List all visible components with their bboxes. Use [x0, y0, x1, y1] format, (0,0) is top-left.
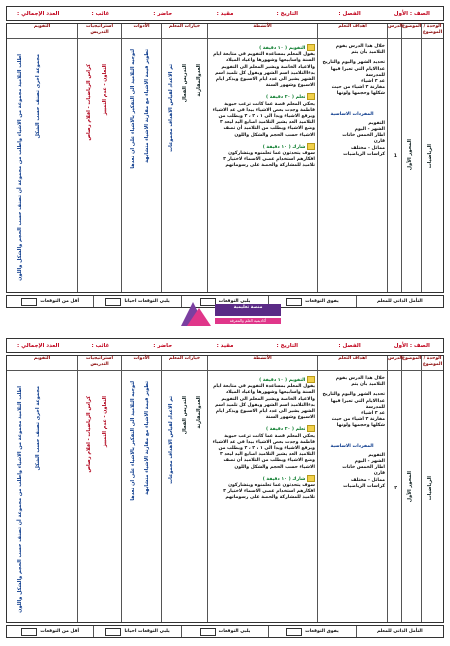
footer-label: يلبي التوقعات احيانا: [124, 299, 170, 304]
footer-meets-sometimes: [93, 296, 180, 307]
tool-text: لتوجيه التلاميذ الى التفكير بالاشياء على ان نعدها: [130, 381, 136, 501]
tools-column: [121, 356, 161, 622]
activity-title-text: التقويم ( ١٠ دقيقة ): [259, 46, 306, 51]
footer-self-eval: [356, 296, 443, 307]
evaluation-header: التقويم: [7, 356, 77, 371]
date-label: التاريخ :: [276, 10, 299, 17]
activity-body: سوف يتحدثون عما تعلمنوه ويتشاركون افكارهم استخدام عصي الاسماء لاختيار ٣ تلاميذ للمشاركة والحصة على رسوماتهم: [223, 151, 315, 169]
footer-meets-sometimes: [93, 626, 180, 637]
footer-below: [7, 296, 93, 307]
unit-vertical: الرياضيات: [427, 144, 433, 169]
evaluation-header: التقويم: [7, 24, 77, 39]
activities-text: [209, 376, 315, 502]
activity-body: سوف يتحدثون عما تعلمنوه ويتشاركون افكارهم استخدام عصي الاسماء لاختيار ٣ تلاميذ للمشاركة والحصة على رسوماتهم: [223, 483, 315, 501]
activity-title-text: تعلم ( ٢٠ دقيقة ): [266, 95, 306, 101]
topic-column: [401, 356, 421, 622]
option-text: كراس الرياضيات - اقلام رصاص: [86, 396, 92, 473]
lesson-header: الدرس: [388, 24, 401, 39]
lesson-number: 1: [393, 154, 397, 159]
learn-icon: [307, 425, 315, 432]
tools-column: [121, 24, 161, 292]
footer-label: يفوق التوقعات: [305, 299, 339, 304]
activity-body: يحكي المعلم قصة عما كانت ترغب حبوبة فاطمة وجدت بعض الاشياء بيدا في عد الاشياء ويرفع الاشياء ويدا الى ١ ، ٢ ، ٣ ويطلب من التلاميذ العد يشير التلاميذ اصابع اليد ليعد ٣ وضع الاشياء ويطلب من التلاميذ أن تصف الاشياء حسب الحجم والشكل واللون: [212, 433, 315, 470]
checkbox[interactable]: [286, 628, 302, 636]
present-label: حاضر :: [153, 10, 173, 17]
lesson-plan-page-1: [6, 6, 444, 311]
objectives-intro: خلال هذا الدرس يقوم التلاميذ بأن يتم: [335, 376, 385, 388]
objectives-text: [319, 44, 385, 158]
activity-body: يقول المعلم بمساعدة التقويم في متابعة ايام السنة واسابيعها وشهورها واعياد الميلاد والاعياد الخاصة ويشير المعلم الى التقويم بدءاالتلاميذ اسم الشهر ويقول كل تلميذ اسم الشهر يشير الى عدد ايام الاسبوع ويذكر ايام الاسبوع وشهور السنة: [213, 52, 315, 89]
footer-label: يلبي التوقعات: [218, 299, 251, 304]
share-icon: [307, 475, 315, 482]
vocab-item: كراسات الرياضيات: [343, 483, 385, 489]
methods-column: [77, 356, 121, 622]
calendar-icon: [307, 44, 315, 51]
objectives-column: [317, 24, 387, 292]
unit-column: [421, 356, 443, 622]
enrolled-label: مقيد :: [216, 342, 234, 349]
learn-icon: [307, 93, 315, 100]
plan-header: [6, 338, 444, 353]
vocab-item: مماثل - مختلف: [351, 477, 385, 483]
objectives-column: [317, 356, 387, 622]
present-label: حاضر :: [153, 342, 173, 349]
objective-item: تحديد الشهر واليوم والتاريخ: [322, 392, 385, 398]
option-text: التعاون - عدم التمييز: [102, 64, 108, 116]
checkbox[interactable]: [105, 298, 121, 306]
absent-label: غائب :: [91, 342, 110, 349]
footer-label: أقل من التوقعات: [40, 629, 80, 634]
semester-label: الفصل :: [338, 342, 361, 349]
evaluation-text: مجموعة اخرى تصنف حسب الشكل: [35, 54, 41, 139]
activities-column: [207, 24, 317, 292]
activity-title-text: شارك ( ١٠ دقيقة ): [262, 476, 306, 482]
footer-label: يلبي التوقعات: [218, 629, 251, 634]
total-label: العدد الإجمالي :: [16, 10, 60, 17]
semester-label: الفصل :: [338, 10, 361, 17]
activities-header: الأنشطة: [208, 356, 317, 371]
lesson-plan-page-2: [6, 338, 444, 640]
objectives-text: [319, 376, 385, 490]
topic-vertical: المحور الأول: [407, 471, 413, 503]
plan-table: [6, 23, 444, 293]
learning-options-column: [161, 356, 207, 622]
logo-line1: منصة تعليمية: [233, 305, 263, 310]
topic-header: الموضوع: [402, 356, 421, 371]
footer-meets: [181, 626, 268, 637]
total-label: العدد الإجمالي :: [16, 342, 60, 349]
objective-item: مقارنة ٣ اشياء من حيث شكلها وحجمها ولونها: [331, 417, 385, 429]
enrolled-label: مقيد :: [216, 10, 234, 17]
class-label: الصف : الأول: [393, 10, 430, 17]
share-icon: [307, 143, 315, 150]
tool-text: تطوير قيمة الاشياء مع مقارنة الاشياء متشابهة: [144, 49, 150, 163]
topic-vertical: المحور الأول: [407, 139, 413, 171]
tool-text: تطوير قيمة الاشياء مع مقارنة الاشياء متشابهة: [144, 381, 150, 495]
activity-title-text: شارك ( ١٠ دقيقة ): [262, 144, 306, 150]
method-text: العدوالمقارنة: [196, 64, 202, 97]
objective-item: تحديد الشهر واليوم والتاريخ: [322, 60, 385, 66]
activity-title: [209, 376, 315, 384]
platform-logo: [175, 296, 285, 330]
date-label: التاريخ :: [276, 342, 299, 349]
footer-label: أقل من التوقعات: [40, 299, 80, 304]
objective-item: عد ٣ اشياء: [361, 79, 385, 85]
evaluation-text: اطلب التلاميذ مجموعة من الاشياء واطلب من مجموعة أن تصنف حسب الحجم والشكل واللون: [17, 54, 23, 281]
activity-title: [209, 93, 315, 101]
objectives-intro: خلال هذا الدرس يقوم التلاميذ بأن يتم: [335, 44, 385, 56]
activity-body: يقول المعلم بمساعدة التقويم في متابعة ايام السنة واسابيعها وشهورها واعياد الميلاد والاعياد الخاصة ويشير المعلم الى التقويم بدءاالتلاميذ اسم الشهر ويقول كل تلميذ اسم الشهر يشير الى عدد ايام الاسبوع ويذكر ايام الاسبوع وشهور السنة: [213, 384, 315, 421]
lesson-column: [387, 356, 401, 622]
method-text: تم الاعداد لقياس الاهداف مجموعات: [168, 396, 174, 484]
vocab-item: التقويم: [368, 452, 385, 458]
vocab-item: الشهر - اليوم: [354, 127, 385, 133]
activity-title-text: تعلم ( ٢٠ دقيقة ): [266, 427, 306, 433]
vocab-item: التقويم: [368, 120, 385, 126]
class-label: الصف : الأول: [393, 342, 430, 349]
objectives-header: اهداف التعلم: [318, 24, 387, 39]
activity-title: [209, 44, 315, 52]
tool-text: لتوجيه التلاميذ الى التفكير بالاشياء على ان نعدها: [130, 49, 136, 169]
objective-item: مقارنة ٣ اشياء من حيث شكلها وحجمها ولونها: [331, 85, 385, 97]
logo-graphic: [175, 296, 285, 330]
tools-header: الأدوات: [122, 356, 161, 371]
footer-label: التأمل الذاتي للمعلم: [376, 299, 423, 304]
activity-title-text: التقويم ( ١٠ دقيقة ): [259, 378, 306, 383]
checkbox[interactable]: [21, 628, 37, 636]
activity-body: يحكي المعلم قصة عما كانت ترغب حبوبة فاطمة وجدت بعض الاشياء بيدا في عد الاشياء ويرفع الاشياء ويدا الى ١ ، ٢ ، ٣ ويطلب من التلاميذ العد يشير التلاميذ اصابع اليد ليعد ٣ وضع الاشياء ويطلب من التلاميذ أن تصف الاشياء حسب الحجم والشكل واللون: [212, 101, 315, 138]
activities-text: [209, 44, 315, 170]
objective-item: عد ٣ اشياء: [361, 411, 385, 417]
checkbox[interactable]: [105, 628, 121, 636]
evaluation-text: مجموعة اخرى تصنف حسب الشكل: [35, 386, 41, 471]
vocab-item: كراسات الرياضيات: [343, 151, 385, 157]
evaluation-column: [7, 356, 77, 622]
footer-exceeds: [268, 626, 355, 637]
evaluation-text: اطلب التلاميذ مجموعة من الاشياء واطلب من مجموعة أن تصنف حسب الحجم والشكل واللون: [17, 386, 23, 613]
activities-header: الأنشطة: [208, 24, 317, 39]
option-text: كراس الرياضيات - اقلام رصاص: [86, 64, 92, 141]
vocab-item: الشهر - اليوم: [354, 459, 385, 465]
objectives-header: اهداف التعلم: [318, 356, 387, 371]
unit-vertical: الرياضيات: [427, 476, 433, 501]
option-text: التعاون - عدم التمييز: [102, 396, 108, 448]
calendar-icon: [307, 376, 315, 383]
footer-below: [7, 626, 93, 637]
method-text: التدريس الفعال: [182, 396, 188, 435]
objective-item: عداالايام التي تعبرا فيها للمدرسة: [330, 398, 385, 410]
footer-label: يفوق التوقعات: [305, 629, 339, 634]
plan-header: [6, 6, 444, 21]
methods-header: استراتيجيات التدريس: [78, 24, 121, 39]
checkbox[interactable]: [21, 298, 37, 306]
options-header: خيارات المعلم: [162, 356, 207, 371]
unit-column: [421, 24, 443, 292]
vocab-item: مماثل - مختلف: [351, 145, 385, 151]
options-header: خيارات المعلم: [162, 24, 207, 39]
absent-label: غائب :: [91, 10, 110, 17]
unit-header: الوحدة / الموضوع: [422, 24, 443, 39]
topic-header: الموضوع: [402, 24, 421, 39]
vocab-title: المفردات الاساسية: [330, 443, 374, 449]
evaluation-column: [7, 24, 77, 292]
checkbox[interactable]: [286, 298, 302, 306]
activities-column: [207, 356, 317, 622]
vocab-item: قارن: [373, 139, 385, 145]
checkbox[interactable]: [200, 628, 216, 636]
activity-title: [209, 143, 315, 151]
methods-column: [77, 24, 121, 292]
lesson-header: الدرس: [388, 356, 401, 371]
footer-self-eval: [356, 626, 443, 637]
objective-item: عداالايام التي تعبرا فيها للمدرسة: [330, 66, 385, 78]
activity-title: [209, 425, 315, 433]
vocab-item: اطار الخمس خانات: [342, 465, 385, 471]
footer-label: يلبي التوقعات احيانا: [124, 629, 170, 634]
unit-header: الوحدة / الموضوع: [422, 356, 443, 371]
vocab-title: المفردات الاساسية: [330, 111, 374, 117]
vocab-item: اطار الخمس خانات: [342, 133, 385, 139]
method-text: التدريس الفعال: [182, 64, 188, 103]
activity-title: [209, 475, 315, 483]
reflection-footer: [6, 625, 444, 638]
lesson-column: [387, 24, 401, 292]
footer-label: التأمل الذاتي للمعلم: [376, 629, 423, 634]
plan-table: [6, 355, 444, 623]
vocab-item: قارن: [373, 471, 385, 477]
methods-header: استراتيجيات التدريس: [78, 356, 121, 371]
method-text: العدوالمقارنة: [196, 396, 202, 429]
tools-header: الأدوات: [122, 24, 161, 39]
learning-options-column: [161, 24, 207, 292]
logo-line2: أكاديمية العلم والمعرفة: [229, 318, 267, 323]
method-text: تم الاعداد لقياس الاهداف مجموعات: [168, 64, 174, 152]
topic-column: [401, 24, 421, 292]
lesson-number: ٢: [394, 486, 397, 491]
